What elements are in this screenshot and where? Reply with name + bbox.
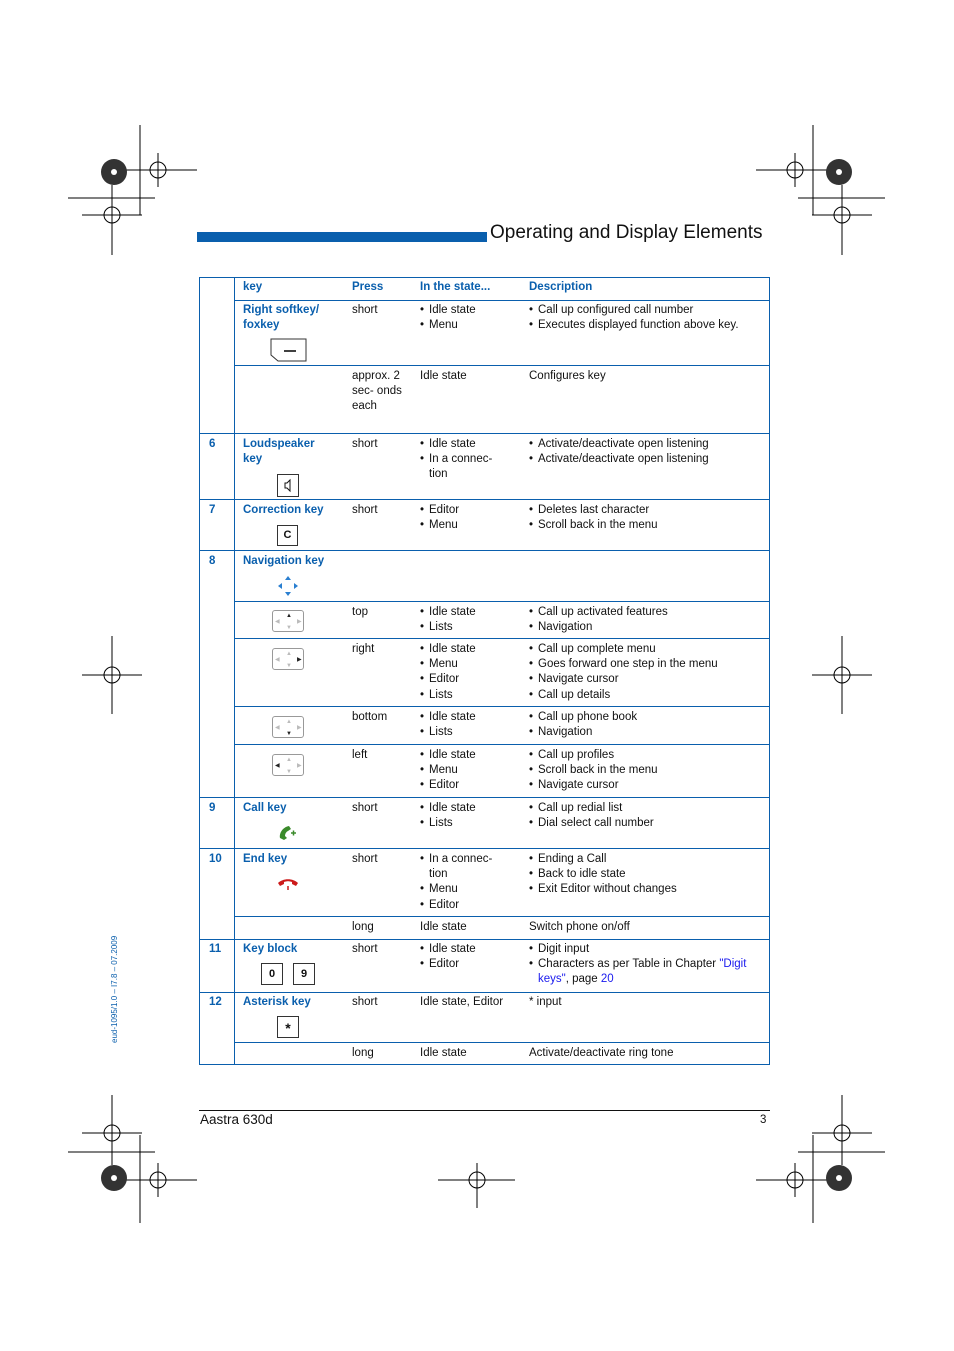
col-header-state: In the state...: [420, 281, 491, 293]
description-value: * input: [529, 996, 562, 1008]
state-item: • Editor: [420, 672, 510, 687]
press-value: short: [352, 438, 378, 450]
description-item: [529, 957, 764, 987]
description-list: [529, 801, 764, 831]
nav-key-right-icon: ▲ ▼ ◀ ▶: [272, 648, 304, 670]
state-value: Idle state: [420, 370, 467, 382]
press-value: short: [352, 943, 378, 955]
description-list: [529, 437, 764, 467]
col-header-key: key: [243, 281, 263, 293]
description-item: • Activate/deactivate open listening: [529, 452, 764, 467]
row-number: 10: [209, 853, 222, 865]
softkey-icon: [270, 338, 308, 363]
press-value: long: [352, 921, 374, 933]
state-item: • Editor: [420, 778, 510, 793]
state-item: • Editor: [420, 898, 510, 913]
correction-key-icon: C: [277, 525, 298, 546]
description-list: [529, 852, 764, 898]
description-item: • Navigation: [529, 620, 764, 635]
state-item: • Editor: [420, 503, 510, 518]
description-item: • Call up profiles: [529, 748, 764, 763]
state-list: [420, 642, 510, 703]
press-value: approx. 2 sec- onds each: [352, 370, 402, 413]
state-item: • Editor: [420, 957, 510, 972]
nav-key-top-icon: ▲ ▼ ◀ ▶: [272, 610, 304, 632]
key-name: Loudspeaker key: [243, 438, 315, 466]
press-value: top: [352, 606, 368, 618]
description-item: • Navigation: [529, 725, 764, 740]
asterisk-key-icon: *: [277, 1016, 299, 1038]
press-value: short: [352, 504, 378, 516]
state-item: • Lists: [420, 725, 510, 740]
description-item: • Activate/deactivate open listening: [529, 437, 764, 452]
key-name: Key block: [243, 943, 298, 955]
header-accent-bar: [197, 232, 487, 242]
description-list: [529, 710, 764, 740]
call-key-icon: [277, 824, 299, 842]
state-item: • Idle state: [420, 942, 510, 957]
press-value: short: [352, 853, 378, 865]
state-item: • Menu: [420, 882, 510, 897]
state-item: • Lists: [420, 688, 510, 703]
state-value: Idle state: [420, 1047, 467, 1059]
key-name: Call key: [243, 802, 287, 814]
press-value: bottom: [352, 711, 388, 723]
state-list: [420, 437, 510, 483]
state-list: [420, 503, 510, 533]
row-number: 6: [209, 438, 216, 450]
document-id-note: eud-1095/1.0 – I7.8 – 07.2009: [110, 935, 119, 1043]
description-value: Configures key: [529, 370, 606, 382]
description-item: • Exit Editor without changes: [529, 882, 764, 897]
description-item: • Call up complete menu: [529, 642, 764, 657]
state-item: • Idle state: [420, 801, 510, 816]
state-item: • Menu: [420, 518, 510, 533]
state-item: • Idle state: [420, 642, 510, 657]
col-header-description: Description: [529, 281, 593, 293]
description-item: • Ending a Call: [529, 852, 764, 867]
state-list: [420, 942, 510, 972]
description-item: • Digit input: [529, 942, 764, 957]
page-title: Operating and Display Elements: [490, 222, 763, 243]
state-list: [420, 605, 510, 635]
row-number: 11: [209, 943, 222, 955]
state-list: [420, 710, 510, 740]
page-link[interactable]: 20: [600, 973, 614, 986]
description-text: Characters as per Table in Chapter: [538, 958, 720, 971]
state-item: • Menu: [420, 318, 520, 333]
state-list: [420, 852, 510, 913]
description-item: • Back to idle state: [529, 867, 764, 882]
description-list: [529, 748, 764, 794]
digit-keys-link[interactable]: "Digit keys": [538, 958, 747, 986]
description-item: • Call up phone book: [529, 710, 764, 725]
description-list: [529, 605, 764, 635]
description-list: [529, 503, 764, 533]
nav-key-left-icon: ▲ ▼ ◀ ▶: [272, 754, 304, 776]
state-item: • Idle state: [420, 710, 510, 725]
state-list: [420, 303, 520, 333]
state-item: • Idle state: [420, 437, 510, 452]
state-item: • Idle state: [420, 748, 510, 763]
description-text: , page: [565, 973, 601, 986]
col-header-press: Press: [352, 281, 384, 293]
press-value: short: [352, 304, 378, 316]
press-value: short: [352, 802, 378, 814]
state-item: • Lists: [420, 816, 510, 831]
row-number: 8: [209, 555, 216, 567]
state-item: • Idle state: [420, 303, 520, 318]
description-list: [529, 642, 764, 703]
page-number: 3: [760, 1114, 767, 1126]
state-item: • Menu: [420, 763, 510, 778]
press-value: long: [352, 1047, 374, 1059]
footer-divider: [199, 1110, 770, 1111]
press-value: left: [352, 749, 368, 761]
navigation-key-icon: [277, 575, 299, 597]
row-number: 12: [209, 996, 222, 1008]
state-list: [420, 748, 510, 794]
press-value: right: [352, 643, 375, 655]
description-item: • Dial select call number: [529, 816, 764, 831]
state-item: • In a connec- tion: [420, 452, 510, 482]
description-item: • Executes displayed function above key.: [529, 318, 764, 333]
description-item: • Call up configured call number: [529, 303, 764, 318]
state-value: Idle state: [420, 921, 467, 933]
state-value: Idle state, Editor: [420, 996, 504, 1008]
description-item: • Call up activated features: [529, 605, 764, 620]
description-item: • Scroll back in the menu: [529, 763, 764, 778]
description-item: • Call up redial list: [529, 801, 764, 816]
row-number: 7: [209, 504, 216, 516]
description-item: • Call up details: [529, 688, 764, 703]
description-item: • Goes forward one step in the menu: [529, 657, 764, 672]
end-key-icon: [277, 877, 299, 891]
speaker-icon: [277, 474, 299, 497]
description-list: [529, 303, 764, 333]
key-name: End key: [243, 853, 288, 865]
press-value: short: [352, 996, 378, 1008]
description-value: Switch phone on/off: [529, 921, 630, 933]
state-list: [420, 801, 510, 831]
row-number: 9: [209, 802, 216, 814]
state-item: • In a connec- tion: [420, 852, 510, 882]
description-value: Activate/deactivate ring tone: [529, 1047, 674, 1059]
nav-key-bottom-icon: ▲ ▼ ◀ ▶: [272, 716, 304, 738]
description-list: [529, 942, 764, 988]
description-item: • Navigate cursor: [529, 778, 764, 793]
key-name: Correction key: [243, 504, 324, 516]
state-item: • Menu: [420, 657, 510, 672]
key-name: Navigation key: [243, 555, 325, 567]
digit-key-9-icon: 9: [293, 963, 315, 985]
digit-key-0-icon: 0: [261, 963, 283, 985]
description-item: • Deletes last character: [529, 503, 764, 518]
description-item: • Navigate cursor: [529, 672, 764, 687]
footer-product-name: Aastra 630d: [200, 1112, 273, 1127]
state-item: • Lists: [420, 620, 510, 635]
state-item: • Idle state: [420, 605, 510, 620]
key-name: Asterisk key: [243, 996, 311, 1008]
key-name: Right softkey/ foxkey: [243, 304, 320, 332]
description-item: • Scroll back in the menu: [529, 518, 764, 533]
